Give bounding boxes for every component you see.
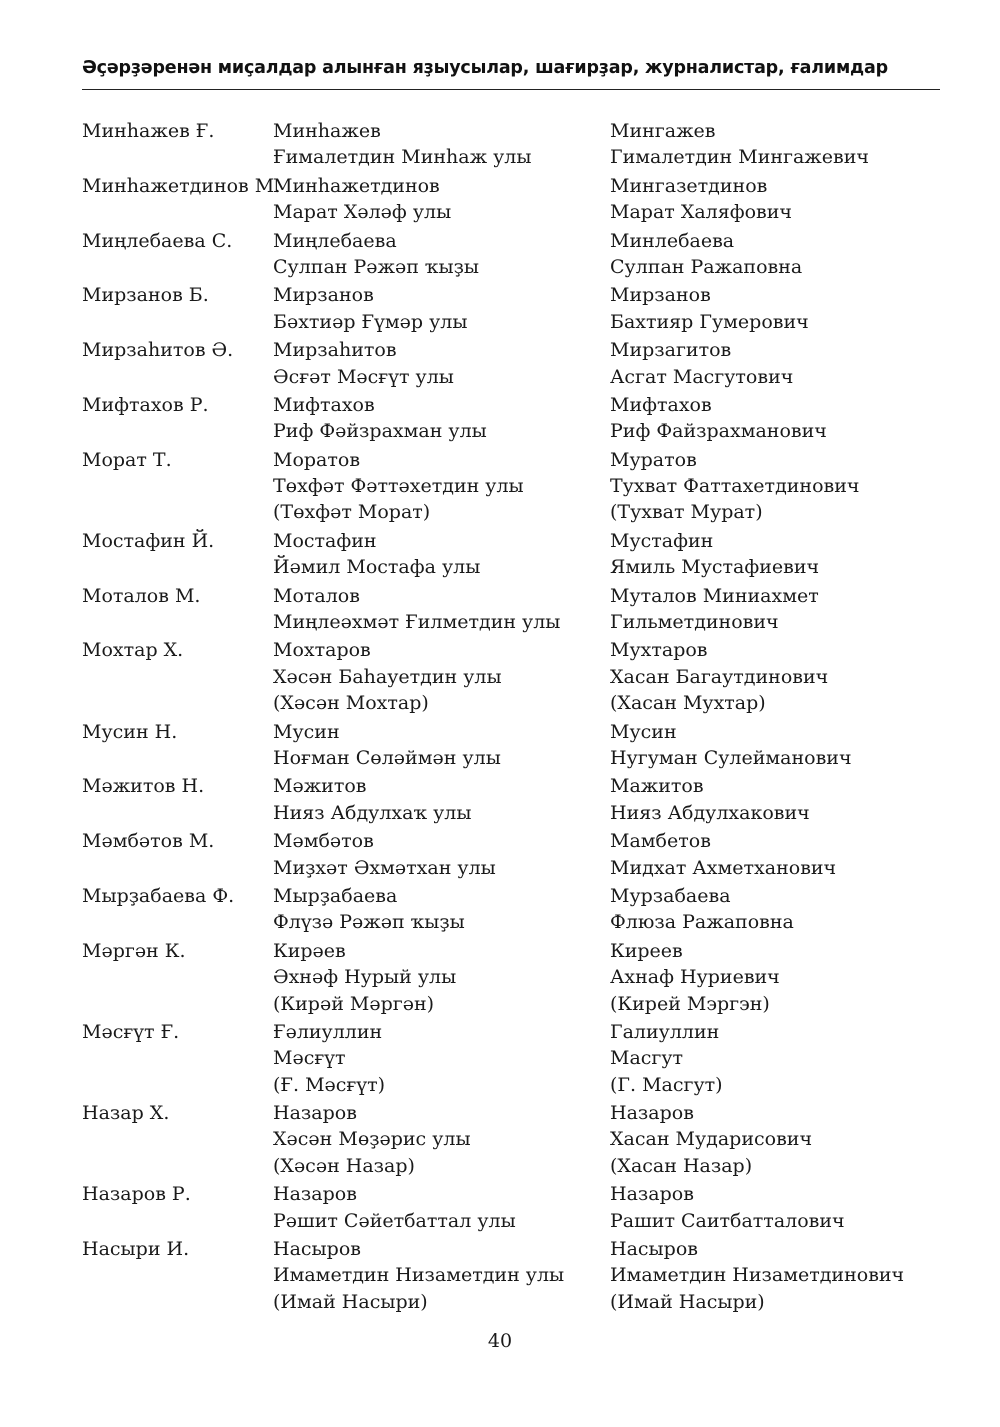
author-entry [82, 392, 942, 445]
russian-full-name: Рашит Саитбатталович [610, 1209, 845, 1232]
author-entry [82, 637, 942, 716]
bashkir-full-name: Моталов [273, 584, 360, 607]
bashkir-full-name: Назаров [273, 1183, 357, 1206]
bashkir-full-name: Рәшит Сәйетбаттал улы [273, 1209, 516, 1232]
author-entry [82, 1019, 942, 1098]
author-entry [82, 828, 942, 881]
bashkir-full-name: Миңлеәхмәт Ғилметдин улы [273, 611, 561, 634]
bashkir-full-name: (Кирәй Мәргән) [273, 992, 435, 1015]
russian-full-name: Флюза Ражаповна [610, 911, 794, 934]
bashkir-full-name: Риф Фәйзрахман улы [273, 420, 487, 443]
bashkir-full-name: Мостафин [273, 529, 377, 552]
entry-line [82, 828, 942, 854]
bashkir-full-name: Назаров [273, 1102, 357, 1125]
author-entry [82, 1100, 942, 1179]
russian-full-name: Муталов Миниахмет [610, 584, 819, 607]
entry-line [82, 664, 942, 690]
entry-line [82, 364, 942, 390]
russian-full-name: Масгут [610, 1047, 684, 1070]
russian-full-name: Марат Халяфович [610, 201, 792, 224]
entry-line [82, 173, 942, 199]
russian-full-name: Назаров [610, 1102, 694, 1125]
russian-full-name: Ямиль Мустафиевич [610, 556, 820, 579]
author-entry [82, 719, 942, 772]
entry-line [82, 1153, 942, 1179]
entry-line [82, 473, 942, 499]
author-entry [82, 1181, 942, 1234]
bashkir-full-name: Мусин [273, 720, 340, 743]
entry-line [82, 883, 942, 909]
author-entry [82, 447, 942, 526]
entry-line [82, 254, 942, 280]
short-name: Мохтар Х. [82, 639, 184, 662]
entry-line [82, 528, 942, 554]
entry-line [82, 609, 942, 635]
russian-full-name: Назаров [610, 1183, 694, 1206]
bashkir-full-name: Кирәев [273, 939, 346, 962]
bashkir-full-name: Минһажев [273, 120, 381, 142]
bashkir-full-name: Имаметдин Низаметдин улы [273, 1264, 565, 1287]
entry-line [82, 991, 942, 1017]
russian-full-name: Ахнаф Нуриевич [610, 966, 780, 989]
header-divider [82, 89, 940, 90]
entry-line [82, 282, 942, 308]
bashkir-full-name: Бәхтиәр Ғүмәр улы [273, 310, 468, 333]
russian-full-name: Мухтаров [610, 639, 708, 662]
short-name: Мусин Н. [82, 720, 178, 743]
russian-full-name: Гималетдин Мингажевич [610, 146, 869, 169]
page-title: Әҫәрҙәренән миҫалдар алынған яҙыусылар, шағирҙар, журналистар, ғалимдар [82, 58, 888, 78]
russian-full-name: Асгат Масгутович [610, 365, 794, 388]
short-name: Минһажев Ғ. [82, 120, 215, 142]
author-list [82, 118, 942, 1317]
bashkir-full-name: Төхфәт Фәттәхетдин улы [273, 475, 524, 498]
bashkir-full-name: Йәмил Мостафа улы [273, 556, 481, 579]
russian-full-name: Мирзанов [610, 284, 711, 307]
entry-line [82, 938, 942, 964]
entry-line [82, 745, 942, 771]
bashkir-full-name: Насыров [273, 1238, 361, 1261]
author-entry [82, 173, 942, 226]
entry-line [82, 773, 942, 799]
bashkir-full-name: (Ғ. Мәсғүт) [273, 1073, 386, 1096]
short-name: Мостафин Й. [82, 529, 215, 552]
entry-line [82, 909, 942, 935]
short-name: Мирзаһитов Ә. [82, 339, 234, 362]
entry-line [82, 1289, 942, 1315]
russian-full-name: (Г. Масгут) [610, 1073, 723, 1096]
bashkir-full-name: Марат Хәләф улы [273, 201, 452, 224]
bashkir-full-name: Минһажетдинов [273, 174, 440, 197]
russian-full-name: Мурзабаева [610, 884, 731, 907]
russian-full-name: Сулпан Ражаповна [610, 255, 803, 278]
entry-line [82, 554, 942, 580]
entry-line [82, 1236, 942, 1262]
russian-full-name: Нияз Абдулхакович [610, 801, 810, 824]
author-entry [82, 282, 942, 335]
short-name: Мифтахов Р. [82, 393, 209, 416]
author-entry [82, 118, 942, 171]
bashkir-full-name: Ғималетдин Минһаж улы [273, 146, 532, 169]
bashkir-full-name: Моратов [273, 448, 361, 471]
entry-line [82, 228, 942, 254]
entry-line [82, 637, 942, 663]
entry-line [82, 118, 942, 144]
entry-line [82, 800, 942, 826]
bashkir-full-name: Сулпан Рәжәп ҡыҙы [273, 255, 479, 278]
russian-full-name: Мифтахов [610, 393, 712, 416]
short-name: Моталов М. [82, 584, 201, 607]
bashkir-full-name: Флүзә Рәжәп ҡыҙы [273, 911, 465, 934]
page-number: 40 [487, 1330, 513, 1352]
entry-line [82, 1126, 942, 1152]
entry-line [82, 583, 942, 609]
entry-line [82, 499, 942, 525]
author-entry [82, 1236, 942, 1315]
author-entry [82, 337, 942, 390]
author-entry [82, 773, 942, 826]
author-entry [82, 883, 942, 936]
russian-full-name: (Имай Насыри) [610, 1290, 765, 1313]
bashkir-full-name: Мырҙабаева [273, 884, 398, 907]
russian-full-name: Насыров [610, 1238, 698, 1261]
entry-line [82, 309, 942, 335]
entry-line [82, 1181, 942, 1207]
russian-full-name: (Хасан Мухтар) [610, 692, 766, 715]
russian-full-name: (Хасан Назар) [610, 1154, 753, 1177]
bashkir-full-name: Ғәлиуллин [273, 1020, 383, 1043]
russian-full-name: Киреев [610, 939, 683, 962]
russian-full-name: Мирзагитов [610, 339, 732, 362]
short-name: Морат Т. [82, 448, 172, 471]
bashkir-full-name: Мифтахов [273, 393, 375, 416]
short-name: Назаров Р. [82, 1183, 191, 1206]
author-entry [82, 228, 942, 281]
bashkir-full-name: (Төхфәт Морат) [273, 501, 431, 524]
bashkir-full-name: (Хәсән Мохтар) [273, 692, 429, 715]
russian-full-name: Мингажев [610, 120, 716, 142]
bashkir-full-name: Миҙхәт Әхмәтхан улы [273, 856, 496, 879]
entry-line [82, 1019, 942, 1045]
bashkir-full-name: Хәсән Баһауетдин улы [273, 665, 502, 688]
short-name: Мирзанов Б. [82, 284, 209, 307]
russian-full-name: Хасан Мударисович [610, 1128, 813, 1151]
bashkir-full-name: Мирзанов [273, 284, 374, 307]
russian-full-name: Мусин [610, 720, 677, 743]
bashkir-full-name: Ноғман Сөләймән улы [273, 746, 501, 769]
entry-line [82, 719, 942, 745]
russian-full-name: Хасан Багаутдинович [610, 665, 829, 688]
bashkir-full-name: Мирзаһитов [273, 339, 397, 362]
russian-full-name: Риф Файзрахманович [610, 420, 827, 443]
russian-full-name: Мажитов [610, 775, 704, 798]
entry-line [82, 447, 942, 473]
entry-line [82, 199, 942, 225]
short-name: Миңлебаева С. [82, 229, 233, 252]
russian-full-name: Бахтияр Гумерович [610, 310, 809, 333]
author-entry [82, 938, 942, 1017]
entry-line [82, 1100, 942, 1126]
bashkir-full-name: Миңлебаева [273, 229, 397, 252]
bashkir-full-name: Хәсән Мөҙәрис улы [273, 1128, 471, 1151]
short-name: Мәжитов Н. [82, 775, 205, 798]
russian-full-name: (Кирей Мэргэн) [610, 992, 770, 1015]
bashkir-full-name: Әхнәф Нурый улы [273, 966, 457, 989]
entry-line [82, 1208, 942, 1234]
russian-full-name: Нугуман Сулейманович [610, 746, 852, 769]
entry-line [82, 392, 942, 418]
entry-line [82, 337, 942, 363]
russian-full-name: Минлебаева [610, 229, 735, 252]
bashkir-full-name: (Имай Насыри) [273, 1290, 428, 1313]
entry-line [82, 855, 942, 881]
russian-full-name: Мамбетов [610, 830, 711, 853]
bashkir-full-name: Мохтаров [273, 639, 371, 662]
entry-line [82, 1262, 942, 1288]
short-name: Назар Х. [82, 1102, 170, 1125]
short-name: Мырҙабаева Ф. [82, 884, 235, 907]
short-name: Насыри И. [82, 1238, 190, 1261]
entry-line [82, 964, 942, 990]
entry-line [82, 144, 942, 170]
bashkir-full-name: Мәмбәтов [273, 830, 374, 853]
russian-full-name: Гильметдинович [610, 611, 779, 634]
russian-full-name: Муратов [610, 448, 697, 471]
short-name: Минһажетдинов М. [82, 174, 281, 197]
entry-line [82, 1072, 942, 1098]
short-name: Мәргән К. [82, 939, 186, 962]
short-name: Мәмбәтов М. [82, 830, 215, 853]
author-entry [82, 583, 942, 636]
russian-full-name: (Тухват Мурат) [610, 501, 763, 524]
russian-full-name: Мингазетдинов [610, 174, 768, 197]
bashkir-full-name: Нияз Абдулхаҡ улы [273, 801, 472, 824]
entry-line [82, 690, 942, 716]
short-name: Мәсғүт Ғ. [82, 1020, 180, 1043]
bashkir-full-name: Әсғәт Мәсғүт улы [273, 365, 454, 388]
author-entry [82, 528, 942, 581]
bashkir-full-name: (Хәсән Назар) [273, 1154, 415, 1177]
russian-full-name: Имаметдин Низаметдинович [610, 1264, 905, 1287]
entry-line [82, 1045, 942, 1071]
russian-full-name: Галиуллин [610, 1020, 720, 1043]
russian-full-name: Мидхат Ахметханович [610, 856, 837, 879]
bashkir-full-name: Мәсғүт [273, 1047, 346, 1070]
russian-full-name: Мустафин [610, 529, 714, 552]
bashkir-full-name: Мәжитов [273, 775, 367, 798]
entry-line [82, 418, 942, 444]
russian-full-name: Тухват Фаттахетдинович [610, 475, 860, 498]
